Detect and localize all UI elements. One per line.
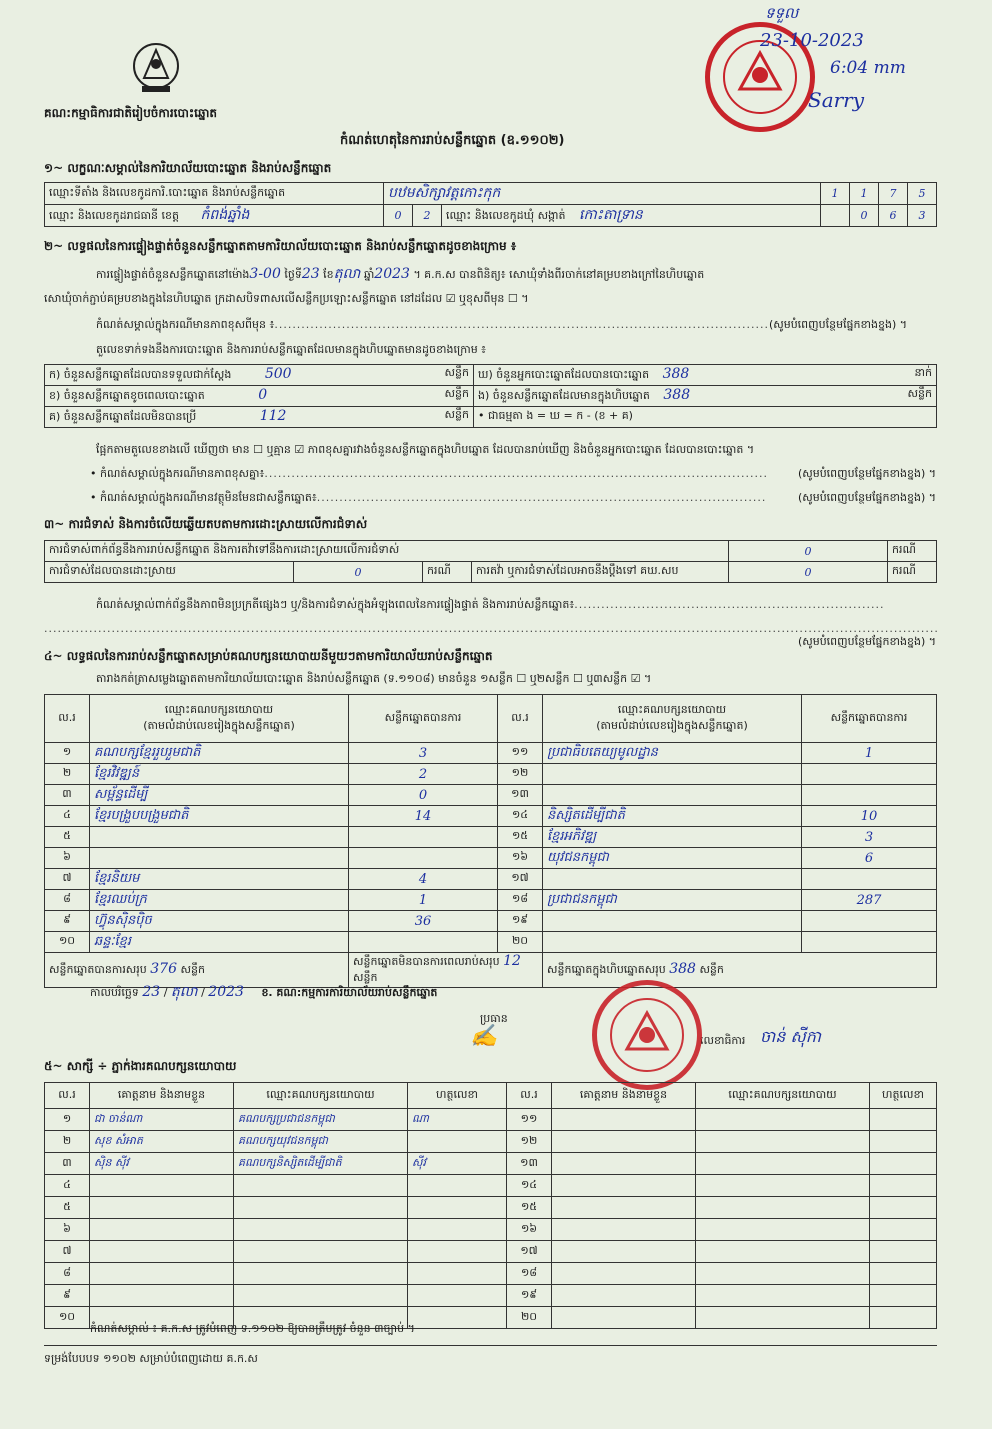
section1-heading: ១~ លក្ខណៈសម្គាល់នៃការិយាល័យបោះឆ្នោត និងរាប់សន្លឹកឆ្នោត (44, 161, 332, 175)
unused-ballots: 112 (259, 408, 287, 424)
party-number: ៥ (45, 827, 90, 848)
party-name: សម្ព័ន្ធដើម្បី (90, 785, 349, 806)
witness-number: ១២ (507, 1131, 552, 1153)
province-code-2: 2 (413, 205, 442, 227)
party-number: ៧ (45, 869, 90, 890)
voters-count: 388 (662, 366, 690, 382)
party-name: ហ៊្វុនស៊ិនប៉ិច (90, 911, 349, 932)
resolved-count: 0 (294, 562, 423, 583)
verification-paragraph: ការផ្ទៀងផ្ទាត់ចំនួនសន្លឹកឆ្នោតនៅម៉ោង3-00 ថ្ងៃទី23 ខែតុលា ឆ្នាំ2023 ។ គ.ក.ស បានពិនិត្យ៖ សោឃុំទាំងពីរចាក់នៅគម្របខាងក្រៅនៃហិបឆ្នោត (96, 266, 705, 282)
witness-signature: ស៊ីវ (408, 1153, 507, 1175)
footnote: កំណត់សម្គាល់ ៖ គ.ក.ស ត្រូវបំពេញ ទ.១១០២ ឱ្យបានត្រឹមត្រូវ ចំនួន ៣ច្បាប់ ។ (90, 1322, 415, 1335)
commune-code-2: 6 (879, 205, 908, 227)
witness-party (234, 1175, 408, 1197)
witness-name (90, 1285, 234, 1307)
figures-table: ក) ចំនួនសន្លឹកឆ្នោតដែលបានទទួលជាក់ស្តែង 500 សន្លឹក ឃ) ចំនួនអ្នកបោះឆ្នោតដែលបានបោះឆ្នោត 388 នាក់ ខ) ចំនួនសន្លឹកឆ្នោតខូចពេលបោះឆ្នោត 0 សន្លឹក ង) ចំនួនសន្លឹកឆ្នោតដែលមានក្នុងហិបឆ្នោត 388 សន្លឹក គ) ចំនួនសន្លឹកឆ្នោតដែលមិនបានប្រើ 112 សន្លឹក • ជាធម្មតា ង = ឃ = ក - (ខ + គ) (44, 364, 937, 428)
party-votes (349, 848, 498, 869)
party-number: ១៤ (498, 806, 543, 827)
party-votes: 1 (349, 890, 498, 911)
commune-value: កោះតាទ្រាន (579, 207, 643, 223)
witness-party (696, 1109, 870, 1131)
party-name: គណបក្សខ្មែររួបរួមជាតិ (90, 743, 349, 764)
party-votes: 287 (802, 890, 937, 911)
witness-number: ២០ (507, 1307, 552, 1329)
table-row (45, 1241, 937, 1263)
table-row (45, 1175, 937, 1197)
witness-party (234, 1219, 408, 1241)
seal-status-paragraph: សោឃុំចាក់ភ្ជាប់គម្របខាងក្នុងនៃហិបឆ្នោត ក្រដាសបិទពាសលើសន្លឹកប្រឡោះសន្លឹកឆ្នោត នៅដដែល ☑ ឬខុសពីមុន ☐ ។ (44, 292, 529, 305)
location-value: បឋមសិក្សាវត្តកោះកុក (388, 185, 501, 201)
witness-number: ៨ (45, 1263, 90, 1285)
form-footer: ទម្រង់បែបបទ ១១០២ សម្រាប់បំពេញដោយ គ.ក.ស (44, 1352, 258, 1365)
party-name (90, 827, 349, 848)
party-number: ១ (45, 743, 90, 764)
witness-party (234, 1285, 408, 1307)
witness-name (552, 1197, 696, 1219)
party-votes: 4 (349, 869, 498, 890)
national-emblem-icon (124, 38, 188, 100)
witness-signature: ណា (408, 1109, 507, 1131)
secretary-label: លេខាធិការ (700, 1034, 746, 1047)
party-name (543, 869, 802, 890)
party-votes (802, 764, 937, 785)
witness-party (696, 1263, 870, 1285)
party-votes: 2 (349, 764, 498, 785)
province-code-1: 0 (384, 205, 413, 227)
witness-name (552, 1109, 696, 1131)
witness-name (552, 1219, 696, 1241)
party-number: ១២ (498, 764, 543, 785)
province-value: កំពង់ឆ្នាំង (200, 207, 250, 223)
total-valid: 376 (150, 961, 177, 977)
objections-table: ការជំទាស់ពាក់ព័ន្ធនឹងការរាប់សន្លឹកឆ្នោត និងការតវ៉ាទៅនឹងការដោះស្រាយលើការជំទាស់ 0 ករណី ការជំទាស់ដែលបានដោះស្រាយ 0 ករណី ការតវ៉ា ឬការជំទាស់ដែលអាចនឹងប្តឹងទៅ គឃ.សប 0 ករណី (44, 540, 937, 583)
location-label: ឈ្មោះទីតាំង និងលេខកូដការិ.បោះឆ្នោត និងរាប់សន្លឹកឆ្នោត (45, 183, 384, 205)
table-row (45, 827, 937, 848)
commune-code-1: 0 (850, 205, 879, 227)
section3-heading: ៣~ ការជំទាស់ និងការចំលើយឆ្លើយតបតាមការដោះស្រាយលើការជំទាស់ (44, 517, 368, 531)
witness-signature (408, 1263, 507, 1285)
difference-note: កំណត់សម្គាល់ក្នុងករណីមានភាពខុសពីមុន ៖..............................................................................................................(សូមបំពេញបន្ថែមផ្នែកខាងខ្នង) ។ (96, 318, 907, 331)
table-row (45, 1109, 937, 1131)
witness-name (552, 1131, 696, 1153)
table-row (45, 764, 937, 785)
appeal-label: ការតវ៉ា ឬការជំទាស់ដែលអាចនឹងប្តឹងទៅ គឃ.សប (472, 562, 729, 583)
witness-name (90, 1197, 234, 1219)
province-label: ឈ្មោះ និងលេខកូដរាជធានី ខេត្ត កំពង់ឆ្នាំង (45, 205, 384, 227)
witness-name (552, 1263, 696, 1285)
table-row (45, 743, 937, 764)
table-row (45, 785, 937, 806)
witness-party (696, 1219, 870, 1241)
witness-signature (870, 1197, 937, 1219)
witness-name (552, 1285, 696, 1307)
witness-name (552, 1307, 696, 1329)
witness-signature (408, 1241, 507, 1263)
party-name (543, 764, 802, 785)
table-row (45, 911, 937, 932)
witness-name (552, 1175, 696, 1197)
party-votes (802, 932, 937, 953)
party-number: ៩ (45, 911, 90, 932)
irregularities-hint: ....................................................................................................................................................................................................... (សូមបំពេញបន្ថែមផ្នែកខាងខ្នង) ។ (44, 622, 939, 648)
party-number: ៨ (45, 890, 90, 911)
witness-signature (408, 1175, 507, 1197)
table-row (45, 1131, 937, 1153)
witness-signature (870, 1263, 937, 1285)
chair-signature: ✍ (470, 1024, 498, 1049)
witness-signature (870, 1131, 937, 1153)
tally-sheet-intro: តារាងកត់ត្រាសម្លេងឆ្នោតតាមការិយាល័យបោះឆ្នោត និងរាប់សន្លឹកឆ្នោត (ទ.១១០៨) មានចំនួន ១សន្លឹក ☐ ឬ២សន្លឹក ☐ ឬ៣សន្លឹក ☑ ។ (96, 672, 652, 685)
witness-name: សុខ សំអាត (90, 1131, 234, 1153)
footer-divider (44, 1345, 937, 1346)
foreign-object-bullet: • កំណត់សម្គាល់ក្នុងករណីមានវត្ថុមិនមែនជាសន្លឹកឆ្នោត៖.................................................................................................... (សូមបំពេញបន្ថែមផ្នែកខាងខ្នង) ។ (90, 491, 936, 504)
witness-signature (870, 1285, 937, 1307)
party-name: ខ្មែរនិយម (90, 869, 349, 890)
secretary-name: ចាន់ ស៊ីកា (760, 1027, 821, 1046)
commune-label: ឈ្មោះ និងលេខកូដឃុំ សង្កាត់ កោះតាទ្រាន (442, 205, 821, 227)
witness-number: ១ (45, 1109, 90, 1131)
witness-party (234, 1241, 408, 1263)
witness-party (696, 1175, 870, 1197)
witness-number: ១៣ (507, 1153, 552, 1175)
party-votes: 0 (349, 785, 498, 806)
party-name: ខ្មែរឈប់ក្រ (90, 890, 349, 911)
party-votes (349, 932, 498, 953)
witness-number: ១៩ (507, 1285, 552, 1307)
stamp-signature: Sarry (808, 88, 865, 112)
witness-number: ១៤ (507, 1175, 552, 1197)
party-name: ប្រជាធិបតេយ្យមូលដ្ឋាន (543, 743, 802, 764)
witness-name (552, 1241, 696, 1263)
section4-heading: ៤~ លទ្ធផលនៃការរាប់សន្លឹកឆ្នោតសម្រាប់គណបក្សនយោបាយនីមួយៗតាមការិយាល័យរាប់សន្លឹកឆ្នោត (44, 649, 493, 663)
witness-signature (870, 1307, 937, 1329)
witness-party (696, 1241, 870, 1263)
party-name: និស្សិតដើម្បីជាតិ (543, 806, 802, 827)
party-number: ៤ (45, 806, 90, 827)
witness-number: ៧ (45, 1241, 90, 1263)
party-number: ១៧ (498, 869, 543, 890)
section2-heading: ២~ លទ្ធផលនៃការផ្ទៀងផ្ទាត់ចំនួនសន្លឹកឆ្នោតតាមការិយាល័យបោះឆ្នោត និងរាប់សន្លឹកឆ្នោតដូចខាងក្រោម ៖ (44, 239, 517, 253)
witness-number: ១៨ (507, 1263, 552, 1285)
witness-number: ១១ (507, 1109, 552, 1131)
table-row (45, 1153, 937, 1175)
witness-table: ល.រ គោត្តនាម និងនាមខ្លួន ឈ្មោះគណបក្សនយោបាយ ហត្ថលេខា ល.រ គោត្តនាម និងនាមខ្លួន ឈ្មោះគណបក្សនយោបាយ ហត្ថលេខា ១ ជា ចាន់ណា គណបក្សប្រជាជនកម្ពុជា ណា ១១ ២ សុខ សំអាត គណបក្សយុវជនកម្ពុជា ១២ ៣ ស៊ិន ស៊ីវ គណបក្សនិស្សិតដើម្បីជាតិ ស៊ីវ ១៣ ៤ ១៤ ៥ ១៥ ៦ ១៦ ៧ ១៧ ៨ ១៨ ៩ ១៩ ១០ ២០ (44, 1082, 937, 1329)
witness-number: ៤ (45, 1175, 90, 1197)
witness-name (552, 1153, 696, 1175)
witness-name (90, 1219, 234, 1241)
witness-signature (870, 1153, 937, 1175)
irregularities-note: កំណត់សម្គាល់ពាក់ព័ន្ធនឹងភាពមិនប្រក្រតីផ្សេងៗ ឬ/និងការជំទាស់ក្នុងអំឡុងពេលនៃការផ្ទៀងផ្ទាត់ និងការរាប់សន្លឹកឆ្នោត៖..................................................................... (96, 598, 885, 611)
witness-signature (408, 1307, 507, 1329)
witness-number: ៩ (45, 1285, 90, 1307)
party-votes (802, 869, 937, 890)
results-table: ល.រ ឈ្មោះគណបក្សនយោបាយ (តាមលំដាប់លេខរៀងក្នុងសន្លឹកឆ្នោត) សន្លឹកឆ្នោតបានការ ល.រ ឈ្មោះគណបក្សនយោបាយ (តាមលំដាប់លេខរៀងក្នុងសន្លឹកឆ្នោត) សន្លឹកឆ្នោតបានការ ១ គណបក្សខ្មែររួបរួមជាតិ 3 ១១ ប្រជាធិបតេយ្យមូលដ្ឋាន 1 ២ ខ្មែរវិវឌ្ឍន៍ 2 ១២ ៣ សម្ព័ន្ធដើម្បី 0 ១៣ ៤ ខ្មែរបង្រួបបង្រួមជាតិ 14 ១៤ និស្សិតដើម្បីជាតិ 10 ៥ ១៥ ខ្មែរអភិវឌ្ឍ 3 ៦ ១៦ យុវជនកម្ពុជា 6 ៧ ខ្មែរនិយម 4 ១៧ ៨ ខ្មែរឈប់ក្រ 1 ១៨ ប្រជាជនកម្ពុជា 287 ៩ ហ៊្វុនស៊ិនប៉ិច 36 ១៩ ១០ ឆន្ទៈខ្មែរ ២០ សន្លឹកឆ្នោតបានការសរុប 376 សន្លឹក សន្លឹកឆ្នោតមិនបានការពេលរាប់សរុប 12 សន្លឹក សន្លឹកឆ្នោតក្នុងហិបឆ្នោតសរុប 388 សន្លឹក (44, 694, 937, 988)
signing-date: កាលបរិច្ឆេទ 23 / តុលា / 2023 ខ. គណ:កម្មការការិយាល័យរាប់សន្លឹកឆ្នោត (90, 984, 438, 1000)
party-number: ១៨ (498, 890, 543, 911)
party-votes (802, 911, 937, 932)
party-name: ខ្មែរវិវឌ្ឍន៍ (90, 764, 349, 785)
party-number: ៦ (45, 848, 90, 869)
witness-name (90, 1241, 234, 1263)
witness-signature (408, 1197, 507, 1219)
witness-party (696, 1153, 870, 1175)
ballots-in-box: 388 (663, 387, 691, 403)
witness-signature (870, 1109, 937, 1131)
witness-party: គណបក្សនិស្សិតដើម្បីជាតិ (234, 1153, 408, 1175)
party-votes: 3 (349, 743, 498, 764)
chair-label: ប្រធាន (480, 1012, 508, 1025)
witness-signature (408, 1131, 507, 1153)
witness-party: គណបក្សប្រជាជនកម្ពុជា (234, 1109, 408, 1131)
party-number: ១១ (498, 743, 543, 764)
table-row (45, 848, 937, 869)
resolved-label: ការជំទាស់ដែលបានដោះស្រាយ (45, 562, 294, 583)
witness-number: ៦ (45, 1219, 90, 1241)
party-name (543, 932, 802, 953)
witness-name (90, 1263, 234, 1285)
commune-code-3: 3 (908, 205, 937, 227)
location-code-3: 7 (879, 183, 908, 205)
witness-number: ២ (45, 1131, 90, 1153)
party-number: ២ (45, 764, 90, 785)
witness-number: ១៦ (507, 1219, 552, 1241)
witness-name: ជា ចាន់ណា (90, 1109, 234, 1131)
party-name: ប្រជាជនកម្ពុជា (543, 890, 802, 911)
party-votes (802, 785, 937, 806)
form-title: កំណត់ហេតុនៃការរាប់សន្លឹកឆ្នោត (ឧ.១១០២) (340, 133, 565, 148)
stamp-received: ទទួល (765, 4, 799, 22)
location-code-1: 1 (821, 183, 850, 205)
witness-party (234, 1197, 408, 1219)
witness-number: ៣ (45, 1153, 90, 1175)
party-name (543, 911, 802, 932)
spoiled-ballots: 0 (258, 387, 268, 403)
witness-number: ១០ (45, 1307, 90, 1329)
party-number: ១៩ (498, 911, 543, 932)
party-number: ២០ (498, 932, 543, 953)
witness-party (696, 1307, 870, 1329)
table-row (45, 932, 937, 953)
party-votes: 6 (802, 848, 937, 869)
section1-table (44, 182, 937, 227)
party-number: ១៦ (498, 848, 543, 869)
table-row (45, 806, 937, 827)
table-row (45, 1219, 937, 1241)
witness-party (696, 1197, 870, 1219)
location-code-4: 5 (908, 183, 937, 205)
stamp-date: 23-10-2023 (760, 30, 864, 51)
objection-label: ការជំទាស់ពាក់ព័ន្ធនឹងការរាប់សន្លឹកឆ្នោត និងការតវ៉ាទៅនឹងការដោះស្រាយលើការជំទាស់ (45, 541, 729, 562)
party-name (90, 848, 349, 869)
total-invalid: 12 (503, 953, 521, 969)
difference-bullet: • កំណត់សម្គាល់ក្នុងករណីមានភាពខុសគ្នា៖................................................................................................................ (សូមបំពេញបន្ថែមផ្នែកខាងខ្នង) ។ (90, 467, 936, 480)
party-name: ខ្មែរអភិវឌ្ឍ (543, 827, 802, 848)
witness-party (696, 1285, 870, 1307)
witness-signature (408, 1285, 507, 1307)
objection-count: 0 (729, 541, 888, 562)
party-number: ១៥ (498, 827, 543, 848)
witness-signature (870, 1219, 937, 1241)
total-in-box: 388 (669, 961, 696, 977)
formula: • ជាធម្មតា ង = ឃ = ក - (ខ + គ) (474, 407, 937, 428)
party-number: ១០ (45, 932, 90, 953)
party-votes: 14 (349, 806, 498, 827)
stamp-time: 6:04 mm (830, 58, 906, 78)
party-votes: 3 (802, 827, 937, 848)
witness-number: ១៧ (507, 1241, 552, 1263)
location-code-2: 1 (850, 183, 879, 205)
witness-signature (408, 1219, 507, 1241)
committee-seal-icon (592, 980, 702, 1090)
witness-number: ៥ (45, 1197, 90, 1219)
witness-name (90, 1175, 234, 1197)
difference-statement: ផ្អែកតាមតួលេខខាងលើ ឃើញថា មាន ☐ ឬគ្មាន ☑ ភាពខុសគ្នារវាងចំនួនសន្លឹកឆ្នោតក្នុងហិបឆ្នោត ដែលបានរាប់ឃើញ និងចំនួនអ្នកបោះឆ្នោត ដែលបានបោះឆ្នោត ។ (96, 443, 755, 456)
table-row (45, 890, 937, 911)
witness-party: គណបក្សយុវជនកម្ពុជា (234, 1131, 408, 1153)
party-votes: 36 (349, 911, 498, 932)
party-votes: 1 (802, 743, 937, 764)
table-row (45, 869, 937, 890)
table-row (45, 1263, 937, 1285)
figures-intro: តួលេខទាក់ទងនឹងការបោះឆ្នោត និងការរាប់សន្លឹកឆ្នោតដែលមានក្នុងហិបឆ្នោតមានដូចខាងក្រោម ៖ (96, 343, 487, 356)
party-votes (349, 827, 498, 848)
witness-signature (870, 1175, 937, 1197)
section5-heading: ៥~ សាក្សី ÷ ភ្នាក់ងារគណបក្សនយោបាយ (44, 1059, 237, 1073)
org-name: គណ:កម្មាធិការជាតិរៀបចំការបោះឆ្នោត (44, 106, 218, 120)
table-row (45, 1285, 937, 1307)
table-row (45, 1197, 937, 1219)
received-ballots: 500 (264, 366, 292, 382)
appeal-count: 0 (729, 562, 888, 583)
witness-party (696, 1131, 870, 1153)
party-name (543, 785, 802, 806)
party-number: ១៣ (498, 785, 543, 806)
party-name: យុវជនកម្ពុជា (543, 848, 802, 869)
party-number: ៣ (45, 785, 90, 806)
witness-signature (870, 1241, 937, 1263)
party-name: ឆន្ទៈខ្មែរ (90, 932, 349, 953)
witness-number: ១៥ (507, 1197, 552, 1219)
witness-party (234, 1263, 408, 1285)
party-name: ខ្មែរបង្រួបបង្រួមជាតិ (90, 806, 349, 827)
witness-name: ស៊ិន ស៊ីវ (90, 1153, 234, 1175)
party-votes: 10 (802, 806, 937, 827)
